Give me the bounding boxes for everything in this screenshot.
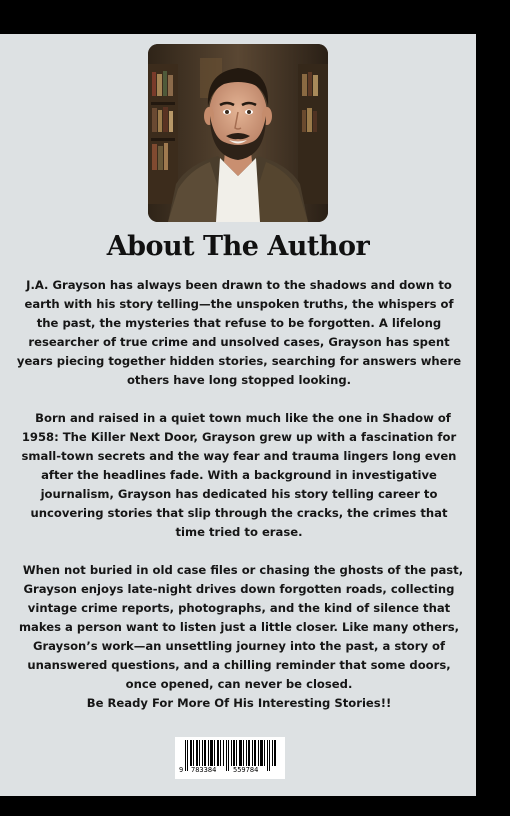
barcode-digits-left: 783384 [191, 766, 217, 774]
bio-paragraph: Born and raised in a quiet town much like the one in Shadow of 1958: The Killer Next Door, Grayson grew up with a fascination for small-town secrets and the way fear and trauma lingers long even after the headlines fade. With a background in investigative journalism, Grayson has dedicated his story telling career to uncovering stories that slip through the cracks, the crimes that time tried to erase. [21, 411, 457, 539]
barcode-digit-first: 9 [179, 766, 184, 774]
author-portrait-image [148, 44, 328, 222]
bio-paragraph: J.A. Grayson has always been drawn to the shadows and down to earth with his story telling—the unspoken truths, the whispers of the past, the mysteries that refuse to be forgotten. A lifelong researcher of true crime and unsolved cases, Grayson has spent years piecing together hidden stories, searching for answers where others have long stopped looking. [16, 278, 462, 387]
isbn-barcode [175, 737, 285, 779]
back-cover [0, 34, 476, 796]
barcode-digits-right: 559784 [233, 766, 259, 774]
about-author-heading: About The Author [106, 231, 370, 262]
author-bio [14, 276, 464, 713]
closing-line: Be Ready For More Of His Interesting Stories!! [86, 696, 392, 710]
author-photo [148, 44, 328, 222]
bio-paragraph: When not buried in old case files or chasing the ghosts of the past, Grayson enjoys late-night drives down forgotten roads, collecting vintage crime reports, photographs, and the kind of silence that makes a person want to listen just a little closer. Like many others, Grayson’s work—an unsettling journey into the past, a story of unanswered questions, and a chilling reminder that some doors, once opened, can never be closed. [18, 563, 464, 691]
